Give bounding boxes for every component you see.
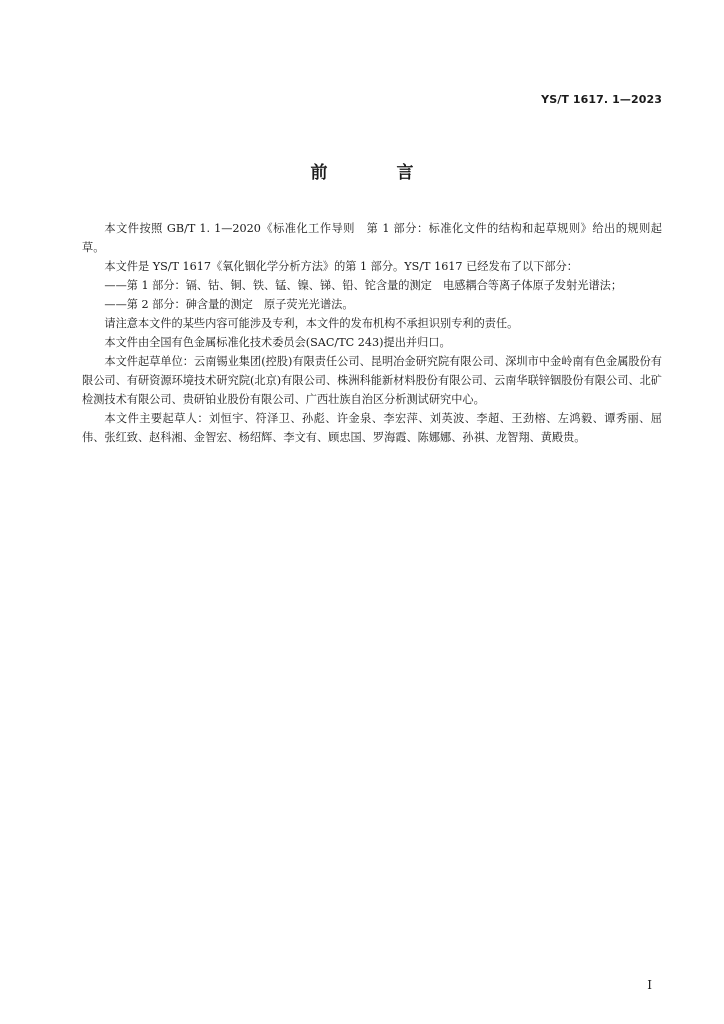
paragraph-drafters: 本文件主要起草人：刘恒宇、符泽卫、孙彪、许金泉、李宏萍、刘英波、李超、王劲榕、左鸿毅、谭秀丽、屈伟、张红致、赵科湘、金智宏、杨绍辉、李文有、顾忠国、罗海霞、陈娜娜、孙祺、龙智翔、黄殿贵。 [82,412,662,444]
foreword-body [82,219,662,447]
paragraph-part-1: ——第 1 部分：镉、钴、铜、铁、锰、镍、锑、铅、铊含量的测定 电感耦合等离子体原子发射光谱法； [104,279,623,292]
paragraph-drafting-units: 本文件起草单位：云南锡业集团(控股)有限责任公司、昆明冶金研究院有限公司、深圳市中金岭南有色金属股份有限公司、有研资源环境技术研究院(北京)有限公司、株洲科能新材料股份有限公司、云南华联锌铟股份有限公司、北矿检测技术有限公司、贵研铂业股份有限公司、广西壮族自治区分析测试研究中心。 [82,355,662,406]
paragraph-part-2: ——第 2 部分：砷含量的测定 原子荧光光谱法。 [104,298,354,311]
paragraph-drafting-rules: 本文件按照 GB/T 1. 1—2020《标准化工作导则 第 1 部分：标准化文件的结构和起草规则》给出的规则起草。 [82,222,662,254]
page-number: I [647,978,652,992]
document-code: YS/T 1617. 1—2023 [541,93,662,106]
page-title: 前 言 [310,163,440,183]
paragraph-proposer: 本文件由全国有色金属标准化技术委员会(SAC/TC 243)提出并归口。 [104,336,451,349]
paragraph-part-statement: 本文件是 YS/T 1617《氧化铟化学分析方法》的第 1 部分。YS/T 1617 已经发布了以下部分： [104,260,578,273]
paragraph-patent-notice: 请注意本文件的某些内容可能涉及专利，本文件的发布机构不承担识别专利的责任。 [104,317,519,330]
